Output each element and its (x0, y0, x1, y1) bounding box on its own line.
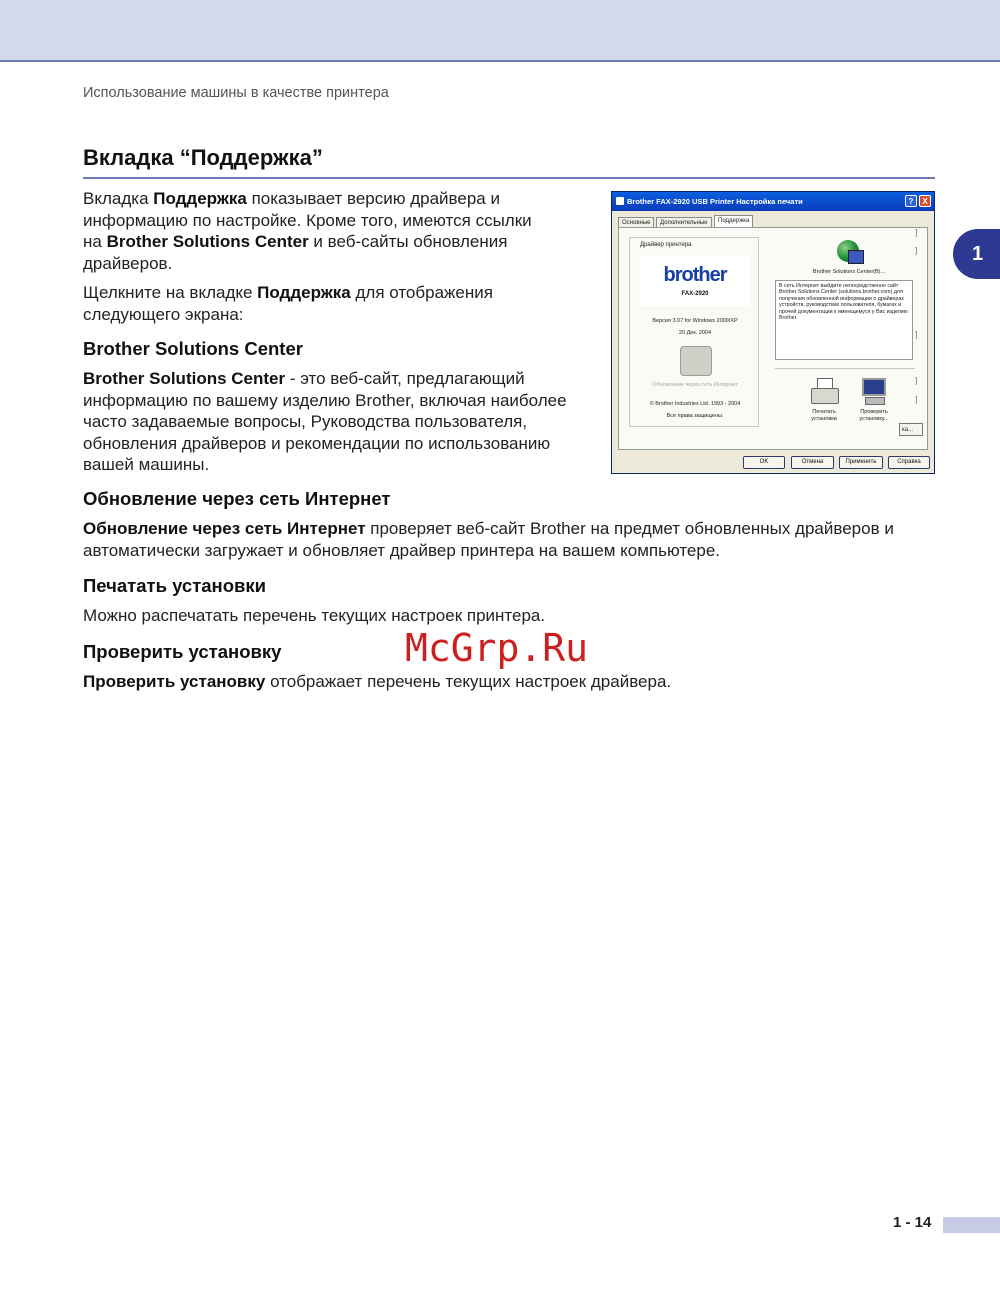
check-settings-bold: Проверить установку (83, 672, 266, 691)
update-heading: Обновление через сеть Интернет (83, 488, 391, 509)
rights-text: Все права защищены. (666, 413, 724, 419)
check-settings-paragraph (83, 671, 913, 693)
support-tab-panel (618, 227, 928, 450)
update-text: проверяет веб-сайт Brother на предмет обновленных драйверов и автоматически загружает и обновляет драйвер принтера на вашем компьютере. (83, 519, 894, 560)
copyright-text: © Brother Industries Ltd. 1993 - 2004 (649, 401, 741, 407)
bsc-bold: Brother Solutions Center (83, 369, 286, 388)
check-settings-icon[interactable] (859, 376, 889, 406)
intro-text-1: Вкладка (83, 189, 154, 208)
close-title-button[interactable]: X (919, 195, 931, 207)
check-settings-label: Проверить установку... (859, 409, 889, 422)
print-settings-label: Печатать установки (811, 409, 837, 422)
side-bracket-1: ] (915, 228, 918, 237)
help-button[interactable]: Справка (888, 456, 930, 469)
click-paragraph (83, 282, 553, 325)
print-settings-icon[interactable] (809, 376, 839, 406)
running-head: Использование машины в качестве принтера (83, 85, 389, 101)
chapter-tab: 1 (953, 229, 1000, 279)
top-band (0, 0, 1000, 62)
bsc-heading: Brother Solutions Center (83, 338, 303, 359)
side-bracket-5: ] (915, 395, 918, 404)
click-text-1: Щелкните на вкладке (83, 283, 258, 302)
tab-basic[interactable]: Основные (618, 217, 654, 228)
driver-version: Версия 3.07 for Windows 2000/XP (652, 318, 738, 324)
monitor-base-shape (865, 397, 885, 405)
print-settings-heading: Печатать установки (83, 575, 267, 596)
update-bold: Обновление через сеть Интернет (83, 519, 366, 538)
brother-logo (640, 256, 750, 306)
intro-bold-2: Brother Solutions Center (106, 232, 309, 251)
bsc-paragraph (83, 368, 573, 476)
watermark: McGrp.Ru (405, 626, 589, 670)
apply-button[interactable]: Применить (839, 456, 883, 469)
print-settings-paragraph: Можно распечатать перечень текущих настроек принтера. (83, 606, 546, 625)
partial-button[interactable]: ка... (899, 423, 923, 436)
driver-group (629, 237, 759, 427)
bsc-text: - это веб-сайт, предлагающий информацию по вашему изделию Brother, включая наиболее часто задаваемые вопросы, Руководства пользователя, обновления драйверов и рекомендации по использованию вашей машины. (83, 369, 567, 474)
side-bracket-2: ] (915, 246, 918, 255)
section-title: Вкладка “Поддержка” (83, 145, 935, 179)
model-name: FAX-2920 (681, 291, 709, 297)
driver-date: 20 Дек. 2004 (678, 330, 712, 336)
globe-icon[interactable] (834, 238, 864, 268)
separator (775, 368, 915, 369)
cancel-button[interactable]: Отмена (791, 456, 834, 469)
check-settings-heading: Проверить установку (83, 641, 282, 662)
dialog-title: Brother FAX-2920 USB Printer Настройка печати (627, 197, 803, 206)
bsc-button-label[interactable]: Brother Solutions Center(B)... (812, 269, 886, 275)
update-paragraph (83, 518, 913, 561)
brother-logo-text: brother (663, 264, 727, 286)
driver-group-label: Драйвер принтера (640, 242, 692, 248)
intro-paragraph (83, 188, 553, 274)
ok-button[interactable]: OK (743, 456, 785, 469)
intro-text-2: показывает версию драйвера и информацию по настройке. Кроме того, имеются ссылки на (83, 189, 532, 251)
tab-advanced[interactable]: Дополнительные (656, 217, 712, 228)
click-bold-1: Поддержка (257, 283, 351, 302)
printer-body-shape (811, 388, 839, 404)
web-update-icon[interactable] (680, 346, 712, 376)
side-bracket-3: ] (915, 330, 918, 339)
printer-settings-dialog (611, 191, 935, 474)
check-settings-text: отображает перечень текущих настроек драйвера. (265, 672, 672, 691)
printer-icon (616, 197, 624, 205)
page-number: 1 - 14 (893, 1214, 932, 1231)
dialog-titlebar (612, 192, 934, 211)
intro-bold-1: Поддержка (153, 189, 247, 208)
click-text-2: для отображения следующего экрана: (83, 283, 493, 324)
bsc-description: В сеть Интернет выйдите непосредственно сайт Brother Solutions Center (solutions.brother.com) для получения обновленной информации о драйверах устройств, руководствах пользователя, бумагах и прочей документации к имеющемуся у Вас изделию Brother. (775, 280, 913, 360)
help-title-button[interactable]: ? (905, 195, 917, 207)
tab-support[interactable]: Поддержка (714, 215, 753, 228)
footer-bar (943, 1217, 1000, 1233)
intro-text-3: и веб-сайты обновления драйверов. (83, 232, 508, 273)
web-update-label: Обновление через сеть Интернет (652, 382, 738, 388)
side-bracket-4: ] (915, 376, 918, 385)
screen-shape (848, 250, 864, 264)
monitor-shape (862, 378, 886, 396)
